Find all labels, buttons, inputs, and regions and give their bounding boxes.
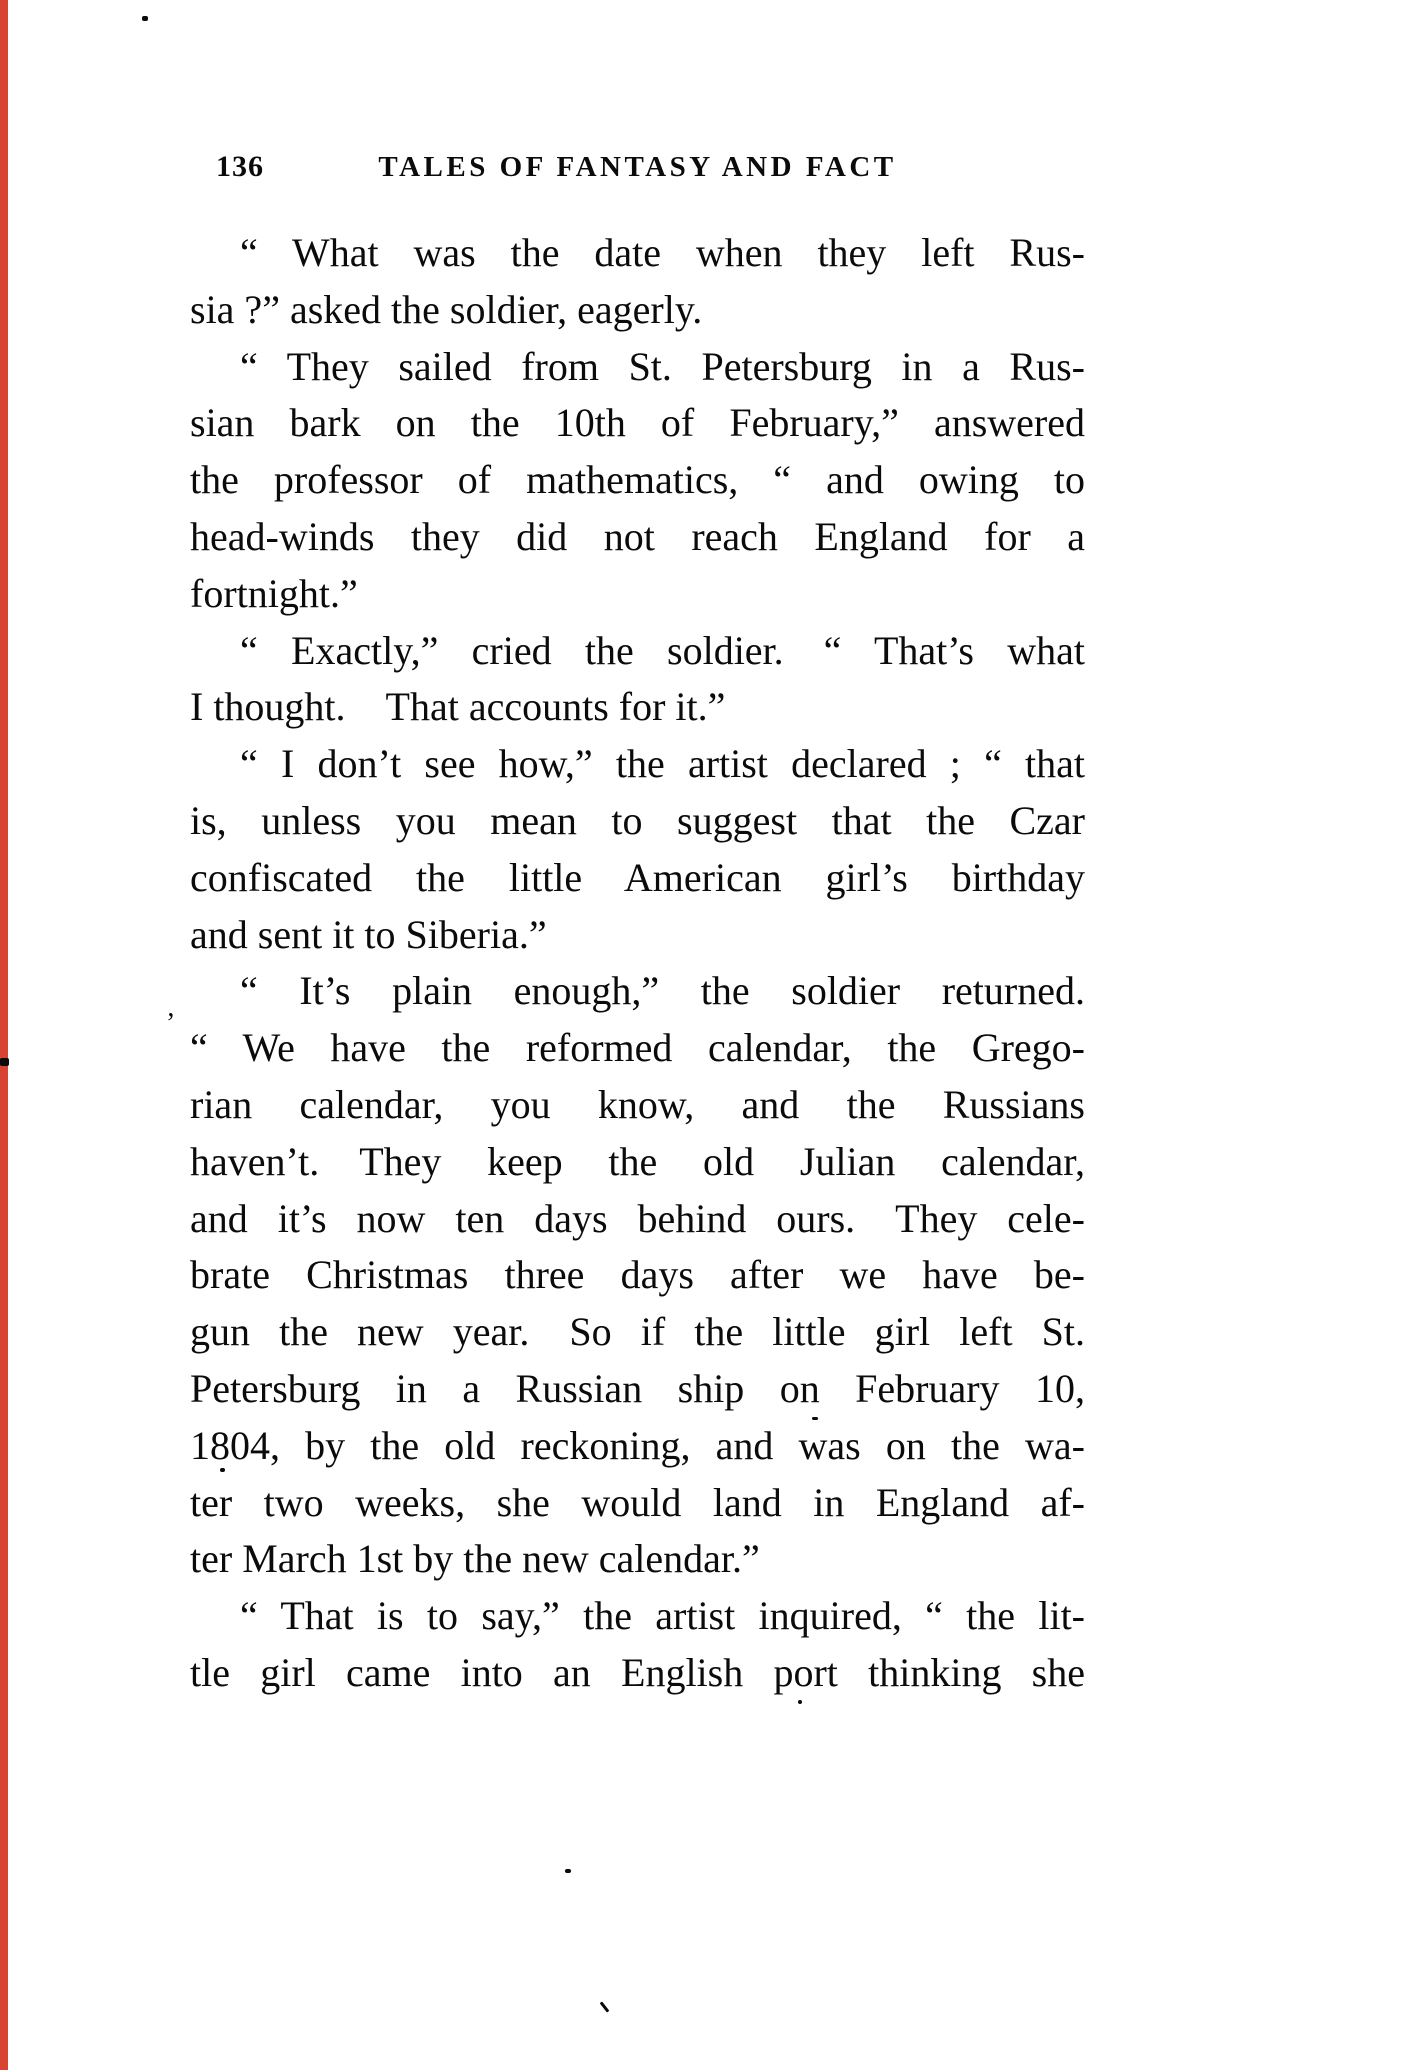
text-line: Petersburg in a Russian ship on February 10, — [190, 1365, 1085, 1411]
scan-speck — [142, 16, 148, 21]
text-line: “ Exactly,” cried the soldier. “ That’s what — [240, 627, 1085, 673]
text-line: is, unless you mean to suggest that the Czar — [190, 797, 1085, 843]
text-line: “ I don’t see how,” the artist declared ; “ that — [240, 741, 1085, 787]
scan-speck — [0, 1058, 9, 1066]
text-line: “ It’s plain enough,” the soldier returned. — [240, 968, 1085, 1014]
text-line: 1804, by the old reckoning, and was on the wa- — [190, 1422, 1085, 1468]
text-line: and sent it to Siberia.” — [190, 911, 547, 957]
text-line: the professor of mathematics, “ and owing to — [190, 457, 1085, 503]
running-title: TALES OF FANTASY AND FACT — [378, 151, 897, 183]
text-line: haven’t. They keep the old Julian calendar, — [190, 1138, 1085, 1184]
text-line: “ We have the reformed calendar, the Grego- — [190, 1025, 1085, 1071]
text-line: fortnight.” — [190, 570, 358, 616]
text-line: sian bark on the 10th of February,” answered — [190, 400, 1085, 446]
text-line: “ That is to say,” the artist inquired, “ the lit- — [240, 1593, 1085, 1639]
text-line: rian calendar, you know, and the Russians — [190, 1081, 1085, 1127]
text-line: brate Christmas three days after we have be- — [190, 1252, 1085, 1298]
text-line: “ They sailed from St. Petersburg in a Rus- — [240, 343, 1085, 389]
text-line: sia ?” asked the soldier, eagerly. — [190, 286, 703, 332]
text-line: I thought. That accounts for it.” — [190, 684, 726, 730]
text-line: head-winds they did not reach England for a — [190, 513, 1085, 559]
text-line: “ What was the date when they left Rus- — [240, 230, 1085, 275]
text-line: ter two weeks, she would land in England af- — [190, 1479, 1085, 1525]
page-number: 136 — [216, 150, 264, 183]
text-line: and it’s now ten days behind ours. They cele- — [190, 1195, 1085, 1241]
text-line: tle girl came into an English port thinking she — [190, 1649, 1085, 1695]
scan-speck — [600, 2001, 610, 2012]
page-header — [190, 150, 1085, 192]
scan-speck — [565, 1869, 571, 1873]
text-line: confiscated the little American girl’s birthday — [190, 854, 1085, 900]
scan-speck — [220, 1468, 225, 1472]
text-line: ter March 1st by the new calendar.” — [190, 1536, 760, 1582]
scan-speck: ’ — [166, 1008, 176, 1039]
spine-edge-bar — [0, 0, 8, 2070]
body-text — [190, 225, 1085, 1702]
scan-speck — [798, 1700, 802, 1704]
scan-speck — [812, 1417, 818, 1420]
text-line: gun the new year. So if the little girl left St. — [190, 1309, 1085, 1355]
